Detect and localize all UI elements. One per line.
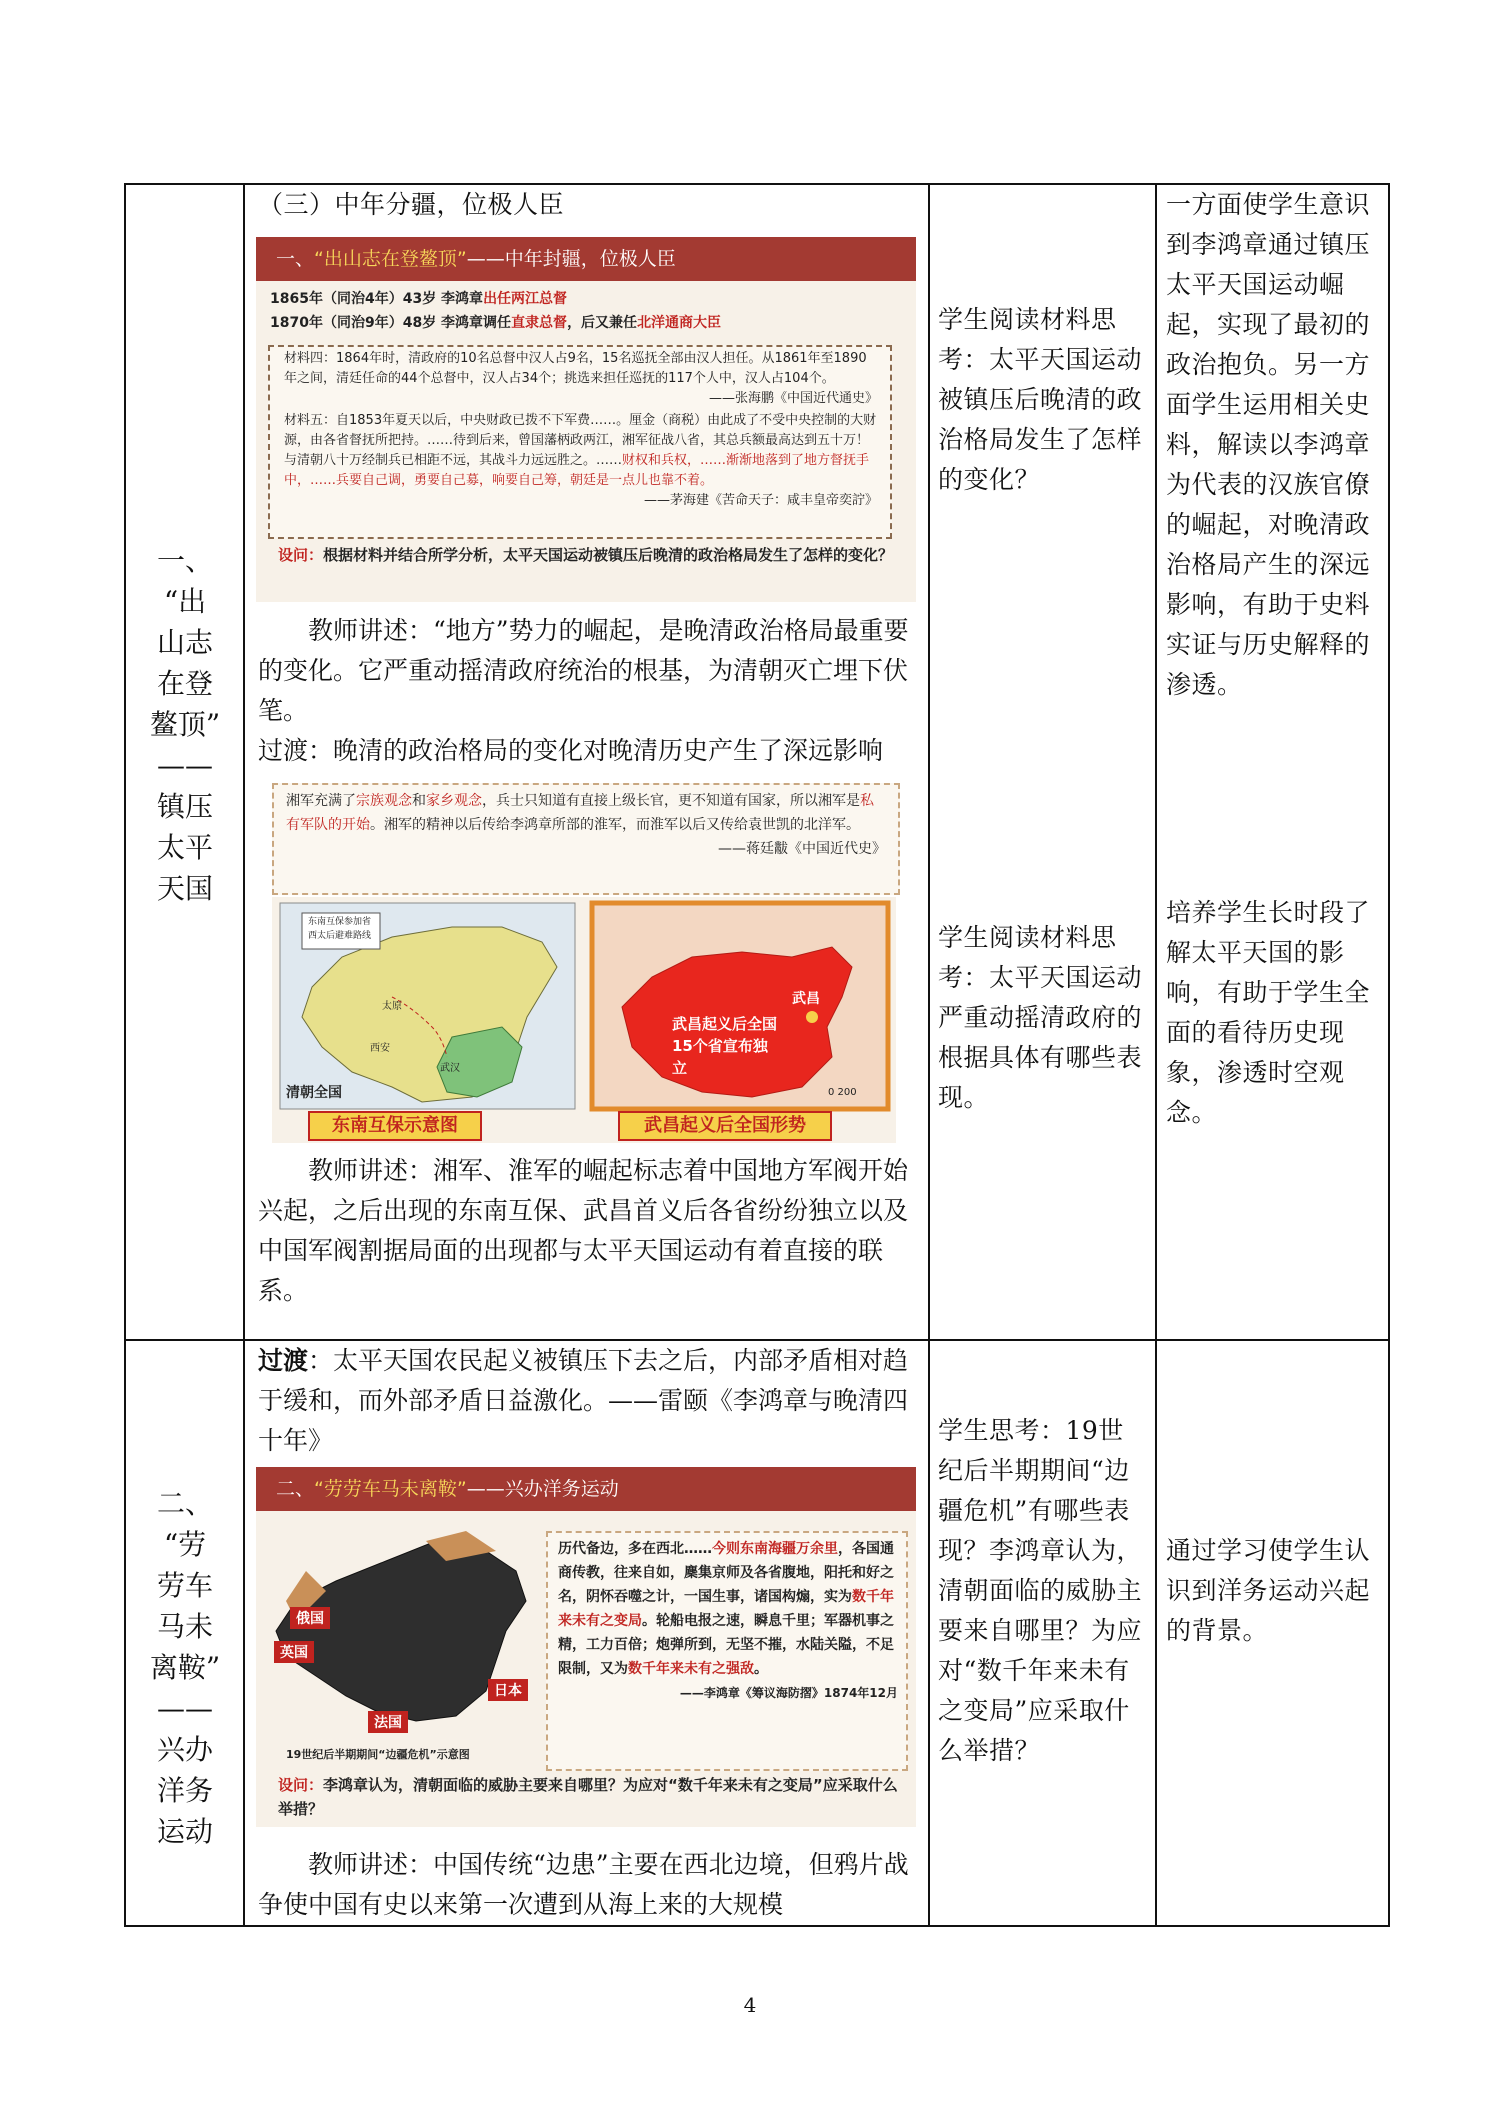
- section-label-1: 一、 “出 山志 在登 鳌顶” —— 镇压 太平 天国: [149, 544, 221, 905]
- material-four: 材料四：1864年时，清政府的10名总督中汉人占9名，15名巡抚全部由汉人担任。从1861年至1890年之间，清廷任命的44个总督中，汉人占34个；挑选来担任巡抚的117个人中，汉人占104个。 ——张海鹏《中国近代通史》 材料五：自1853年夏天以后，中央财政已拨不下军费……。厘金（商税）由此成了不受中央控制的大财源，由各省督抚所把持。……待到后来，曾国藩柄政两江，湘军征战八省，其总兵额最高达到五十万！与清朝八十万经制兵已相距不远，其战斗力远远胜之。……财权和兵权，……渐渐地落到了地方督抚手中，……兵要自己调，勇要自己募，响要自己筹，朝廷是一点儿也靠不着。 ——茅海建《苦命天子：咸丰皇帝奕詝》: [284, 351, 878, 508]
- map1-caption: 东南互保示意图: [308, 1111, 482, 1141]
- page-number: 4: [743, 1993, 757, 2017]
- teacher-narration-1: 教师讲述：“地方”势力的崛起，是晚清政治格局最重要的变化。它严重动摇清政府统治的根基，为清朝灭亡埋下伏笔。: [258, 616, 909, 725]
- quote-box-2: [546, 1531, 908, 1771]
- maps-image: [272, 897, 896, 1143]
- materials-box: [268, 345, 892, 539]
- map1-note: 东南互保参加省 西太后避难路线: [308, 917, 372, 941]
- subsection-heading: （三）中年分疆，位极人臣: [258, 190, 565, 219]
- map2-city-label: 武昌: [792, 991, 820, 1007]
- map2-wuchang-marker: [806, 1011, 818, 1023]
- map1-city: 西安: [370, 1043, 390, 1054]
- slide-image-1: [256, 237, 916, 602]
- country-label-japan: 日本: [488, 1679, 528, 1701]
- quote-text: 湘军充满了宗族观念和家乡观念，兵士只知道有直接上级长官，更不知道有国家，所以湘军是私有军队的开始。湘军的精神以后传给李鸿章所部的淮军，而淮军以后又传给袁世凯的北洋军。 ——蒋廷黻《中国近代史》: [286, 793, 886, 857]
- column-divider: [243, 185, 245, 1925]
- transition-2: 过渡：太平天国农民起义被镇压下去之后，内部矛盾相对趋于缓和，而外部矛盾日益激化。——雷颐《李鸿章与晚清四十年》: [258, 1346, 909, 1455]
- teacher-narration-2: 教师讲述：湘军、淮军的崛起标志着中国地方军阀开始兴起，之后出现的东南互保、武昌首义后各省纷纷独立以及中国军阀割据局面的出现都与太平天国运动有着直接的联系。: [258, 1156, 909, 1305]
- map2-caption: 武昌起义后全国形势: [618, 1111, 832, 1141]
- map2-scale: 0 200: [828, 1087, 857, 1098]
- map1-label: 清朝全国: [286, 1085, 342, 1101]
- teacher-narration-3: 教师讲述：中国传统“边患”主要在西北边境，但鸦片战争使中国有史以来第一次遭到从海上来的大规模: [258, 1850, 909, 1919]
- student-activity-2: 学生阅读材料思考：太平天国运动严重动摇清政府的根据具体有哪些表现。: [938, 923, 1143, 1112]
- slide-image-2: [256, 1467, 916, 1827]
- student-activity-3: 学生思考：19世纪后半期期间“边疆危机”有哪些表现？李鸿章认为，清朝面临的威胁主要来自哪里？为应对“数千年来未有之变局”应采取什么举措？: [938, 1416, 1143, 1765]
- frontier-map-caption: 19世纪后半期期间“边疆危机”示意图: [286, 1748, 470, 1761]
- country-label-france: 法国: [368, 1711, 408, 1733]
- slide-title-bar: 二、“劳劳车马未离鞍”——兴办洋务运动: [256, 1467, 916, 1511]
- column-divider: [928, 185, 930, 1925]
- transition-1: 过渡：晚清的政治格局的变化对晚清历史产生了深远影响: [258, 736, 884, 765]
- quote-box: [272, 783, 900, 895]
- design-intent-3: 通过学习使学生认识到洋务运动兴起的背景。: [1166, 1536, 1371, 1645]
- country-label-russia: 俄国: [290, 1607, 330, 1629]
- map2-label: 武昌起义后全国15个省宣布独立: [672, 1015, 778, 1077]
- column-divider: [1155, 185, 1157, 1925]
- map1-city: 太原: [382, 1001, 402, 1012]
- lesson-table: [124, 183, 1390, 1927]
- slide-question: 设问：根据材料并结合所学分析，太平天国运动被镇压后晚清的政治格局发生了怎样的变化？: [278, 546, 894, 564]
- slide-question-2: 设问：李鸿章认为，清朝面临的威胁主要来自哪里？为应对“数千年来未有之变局”应采取什么举措？: [278, 1776, 898, 1818]
- design-intent-2: 培养学生长时段了解太平天国的影响，有助于学生全面的看待历史现象，渗透时空观念。: [1166, 898, 1371, 1127]
- section-label-2: 二、 “劳 劳车 马未 离鞍” —— 兴办 洋务 运动: [149, 1487, 221, 1848]
- appointment-lines: 1865年（同治4年）43岁 李鸿章出任两江总督 1870年（同治9年）48岁 李鸿章调任直隶总督，后又兼任北洋通商大臣: [270, 291, 722, 331]
- li-hongzhang-quote: 历代备边，多在西北……今则东南海疆万余里，各国通商传教，往来自如，麇集京师及各省腹地，阳托和好之名，阴怀吞噬之计，一国生事，诸国构煽，实为数千年来未有之变局。轮船电报之速，瞬息千里；军器机事之精，工力百倍；炮弹所到，无坚不摧，水陆关隘，不足限制，又为数千年来未有之强敌。 ——李鸿章《筹议海防摺》1874年12月: [558, 1541, 898, 1700]
- map1-city: 武汉: [440, 1063, 460, 1074]
- student-activity-1: 学生阅读材料思考：太平天国运动被镇压后晚清的政治格局发生了怎样的变化？: [938, 305, 1143, 494]
- design-intent-1: 一方面使学生意识到李鸿章通过镇压太平天国运动崛起，实现了最初的政治抱负。另一方面学生运用相关史料，解读以李鸿章为代表的汉族官僚的崛起，对晚清政治格局产生的深远影响，有助于史料实证与历史解释的渗透。: [1166, 190, 1371, 699]
- slide-title-bar: 一、“出山志在登鳌顶”——中年封疆，位极人臣: [256, 237, 916, 281]
- country-label-britain: 英国: [274, 1641, 314, 1663]
